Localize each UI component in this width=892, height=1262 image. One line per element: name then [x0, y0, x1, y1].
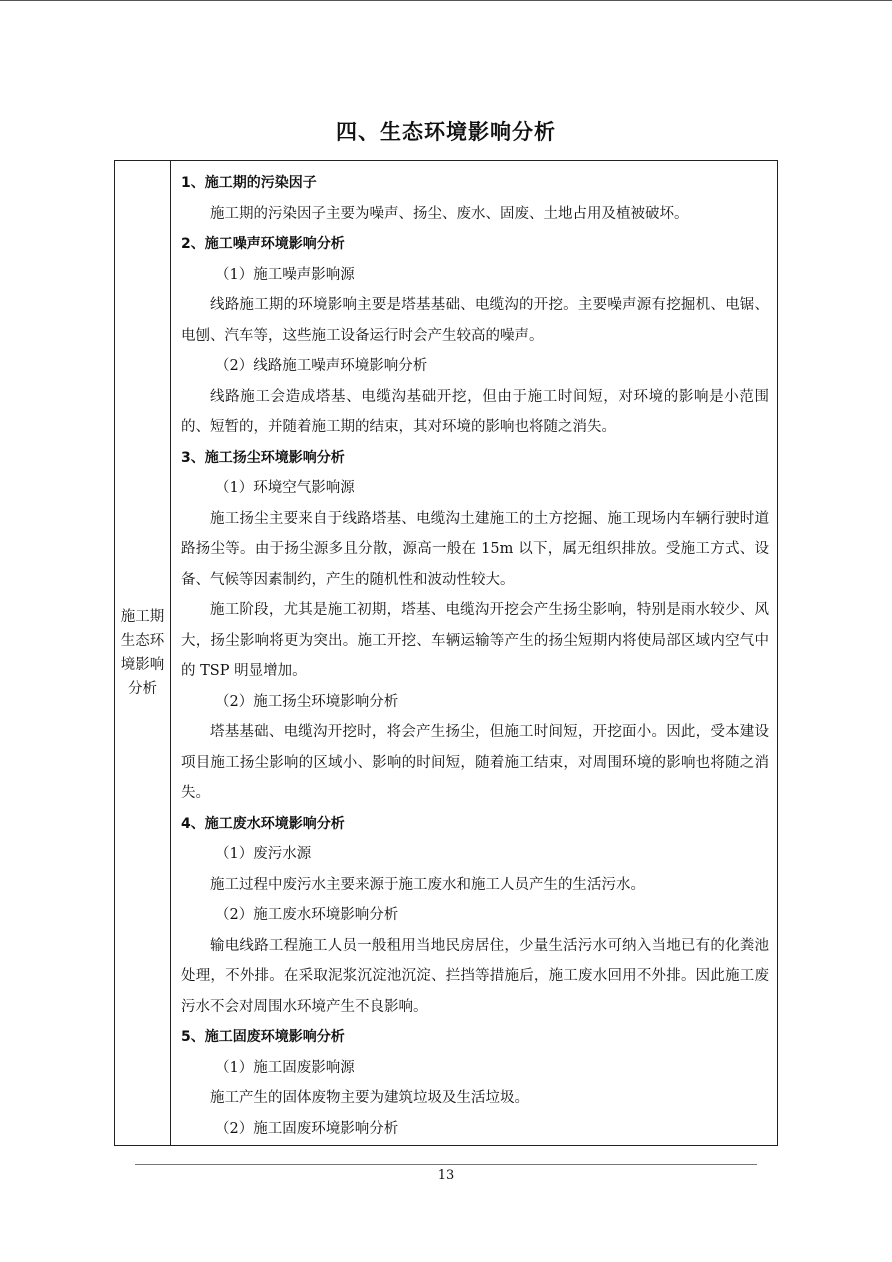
subsection-heading: （1）施工噪声影响源 [215, 266, 355, 283]
paragraph-text: 线路施工会造成塔基、电缆沟基础开挖，但由于施工时间短，对环境的影响是小范围的、短暂的，并随着施工期的结束，其对环境的影响也将随之消失。 [181, 388, 769, 435]
section-heading: 3、施工扬尘环境影响分析 [181, 449, 345, 466]
paragraph-text: 线路施工期的环境影响主要是塔基基础、电缆沟的开挖。主要噪声源有挖掘机、电锯、电刨、汽车等，这些施工设备运行时会产生较高的噪声。 [181, 297, 769, 344]
paragraph-text: 施工期的污染因子主要为噪声、扬尘、废水、固废、土地占用及植被破坏。 [210, 205, 689, 222]
row-label-cell [115, 161, 171, 1145]
subsection-heading: （2）施工废水环境影响分析 [215, 907, 399, 923]
subsection-heading: （1）废污水源 [215, 846, 312, 862]
paragraph-text: 施工扬尘主要来自于线路塔基、电缆沟土建施工的土方挖掘、施工现场内车辆行驶时道路扬尘等。由于扬尘源多且分散，源高一般在 15m 以下，属无组织排放。受施工方式、设备、气候等因素制约，产生的随机性和波动性较大。 [181, 510, 769, 588]
page-title: 四、生态环境影响分析 [336, 120, 556, 144]
subsection-heading: （1）施工固废影响源 [215, 1059, 355, 1076]
paragraph [181, 717, 769, 809]
paragraph [181, 290, 769, 351]
paragraph [181, 199, 769, 230]
subsection-heading: （1）环境空气影响源 [215, 480, 355, 496]
paragraph [181, 1083, 769, 1114]
analysis-table [114, 160, 778, 1146]
row-label: 施工期生态环境影响分析 [120, 609, 165, 697]
section-heading: 1、施工期的污染因子 [181, 175, 317, 191]
subsection-heading: （2）施工扬尘环境影响分析 [215, 693, 399, 710]
paragraph [181, 382, 769, 443]
subsection-heading: （2）线路施工噪声环境影响分析 [215, 358, 428, 374]
section-heading: 5、施工固废环境影响分析 [181, 1029, 345, 1045]
footer-rule [135, 1164, 757, 1165]
paragraph-text: 施工过程中废污水主要来源于施工废水和施工人员产生的生活污水。 [210, 876, 645, 893]
paragraph-text: 施工产生的固体废物主要为建筑垃圾及生活垃圾。 [210, 1090, 529, 1106]
paragraph [181, 870, 769, 901]
paragraph [181, 931, 769, 1023]
section-heading: 2、施工噪声环境影响分析 [181, 236, 345, 252]
paragraph-text: 塔基基础、电缆沟开挖时，将会产生扬尘，但施工时间短，开挖面小。因此，受本建设项目施工扬尘影响的区域小、影响的时间短，随着施工结束，对周围环境的影响也将随之消失。 [181, 724, 769, 801]
paragraph-text: 施工阶段，尤其是施工初期，塔基、电缆沟开挖会产生扬尘影响，特别是雨水较少、风大，扬尘影响将更为突出。施工开挖、车辆运输等产生的扬尘短期内将使局部区域内空气中的 TSP 明显增加。 [181, 602, 769, 679]
paragraph [181, 504, 769, 596]
top-rule [0, 0, 892, 1]
page-number: 13 [437, 1168, 455, 1183]
subsection-heading: （2）施工固废环境影响分析 [215, 1120, 399, 1137]
paragraph-text: 输电线路工程施工人员一般租用当地民房居住，少量生活污水可纳入当地已有的化粪池处理，不外排。在采取泥浆沉淀池沉淀、拦挡等措施后，施工废水回用不外排。因此施工废污水不会对周围水环境产生不良影响。 [181, 937, 769, 1015]
analysis-content [171, 161, 777, 1145]
paragraph [181, 595, 769, 687]
section-heading: 4、施工废水环境影响分析 [181, 815, 345, 832]
